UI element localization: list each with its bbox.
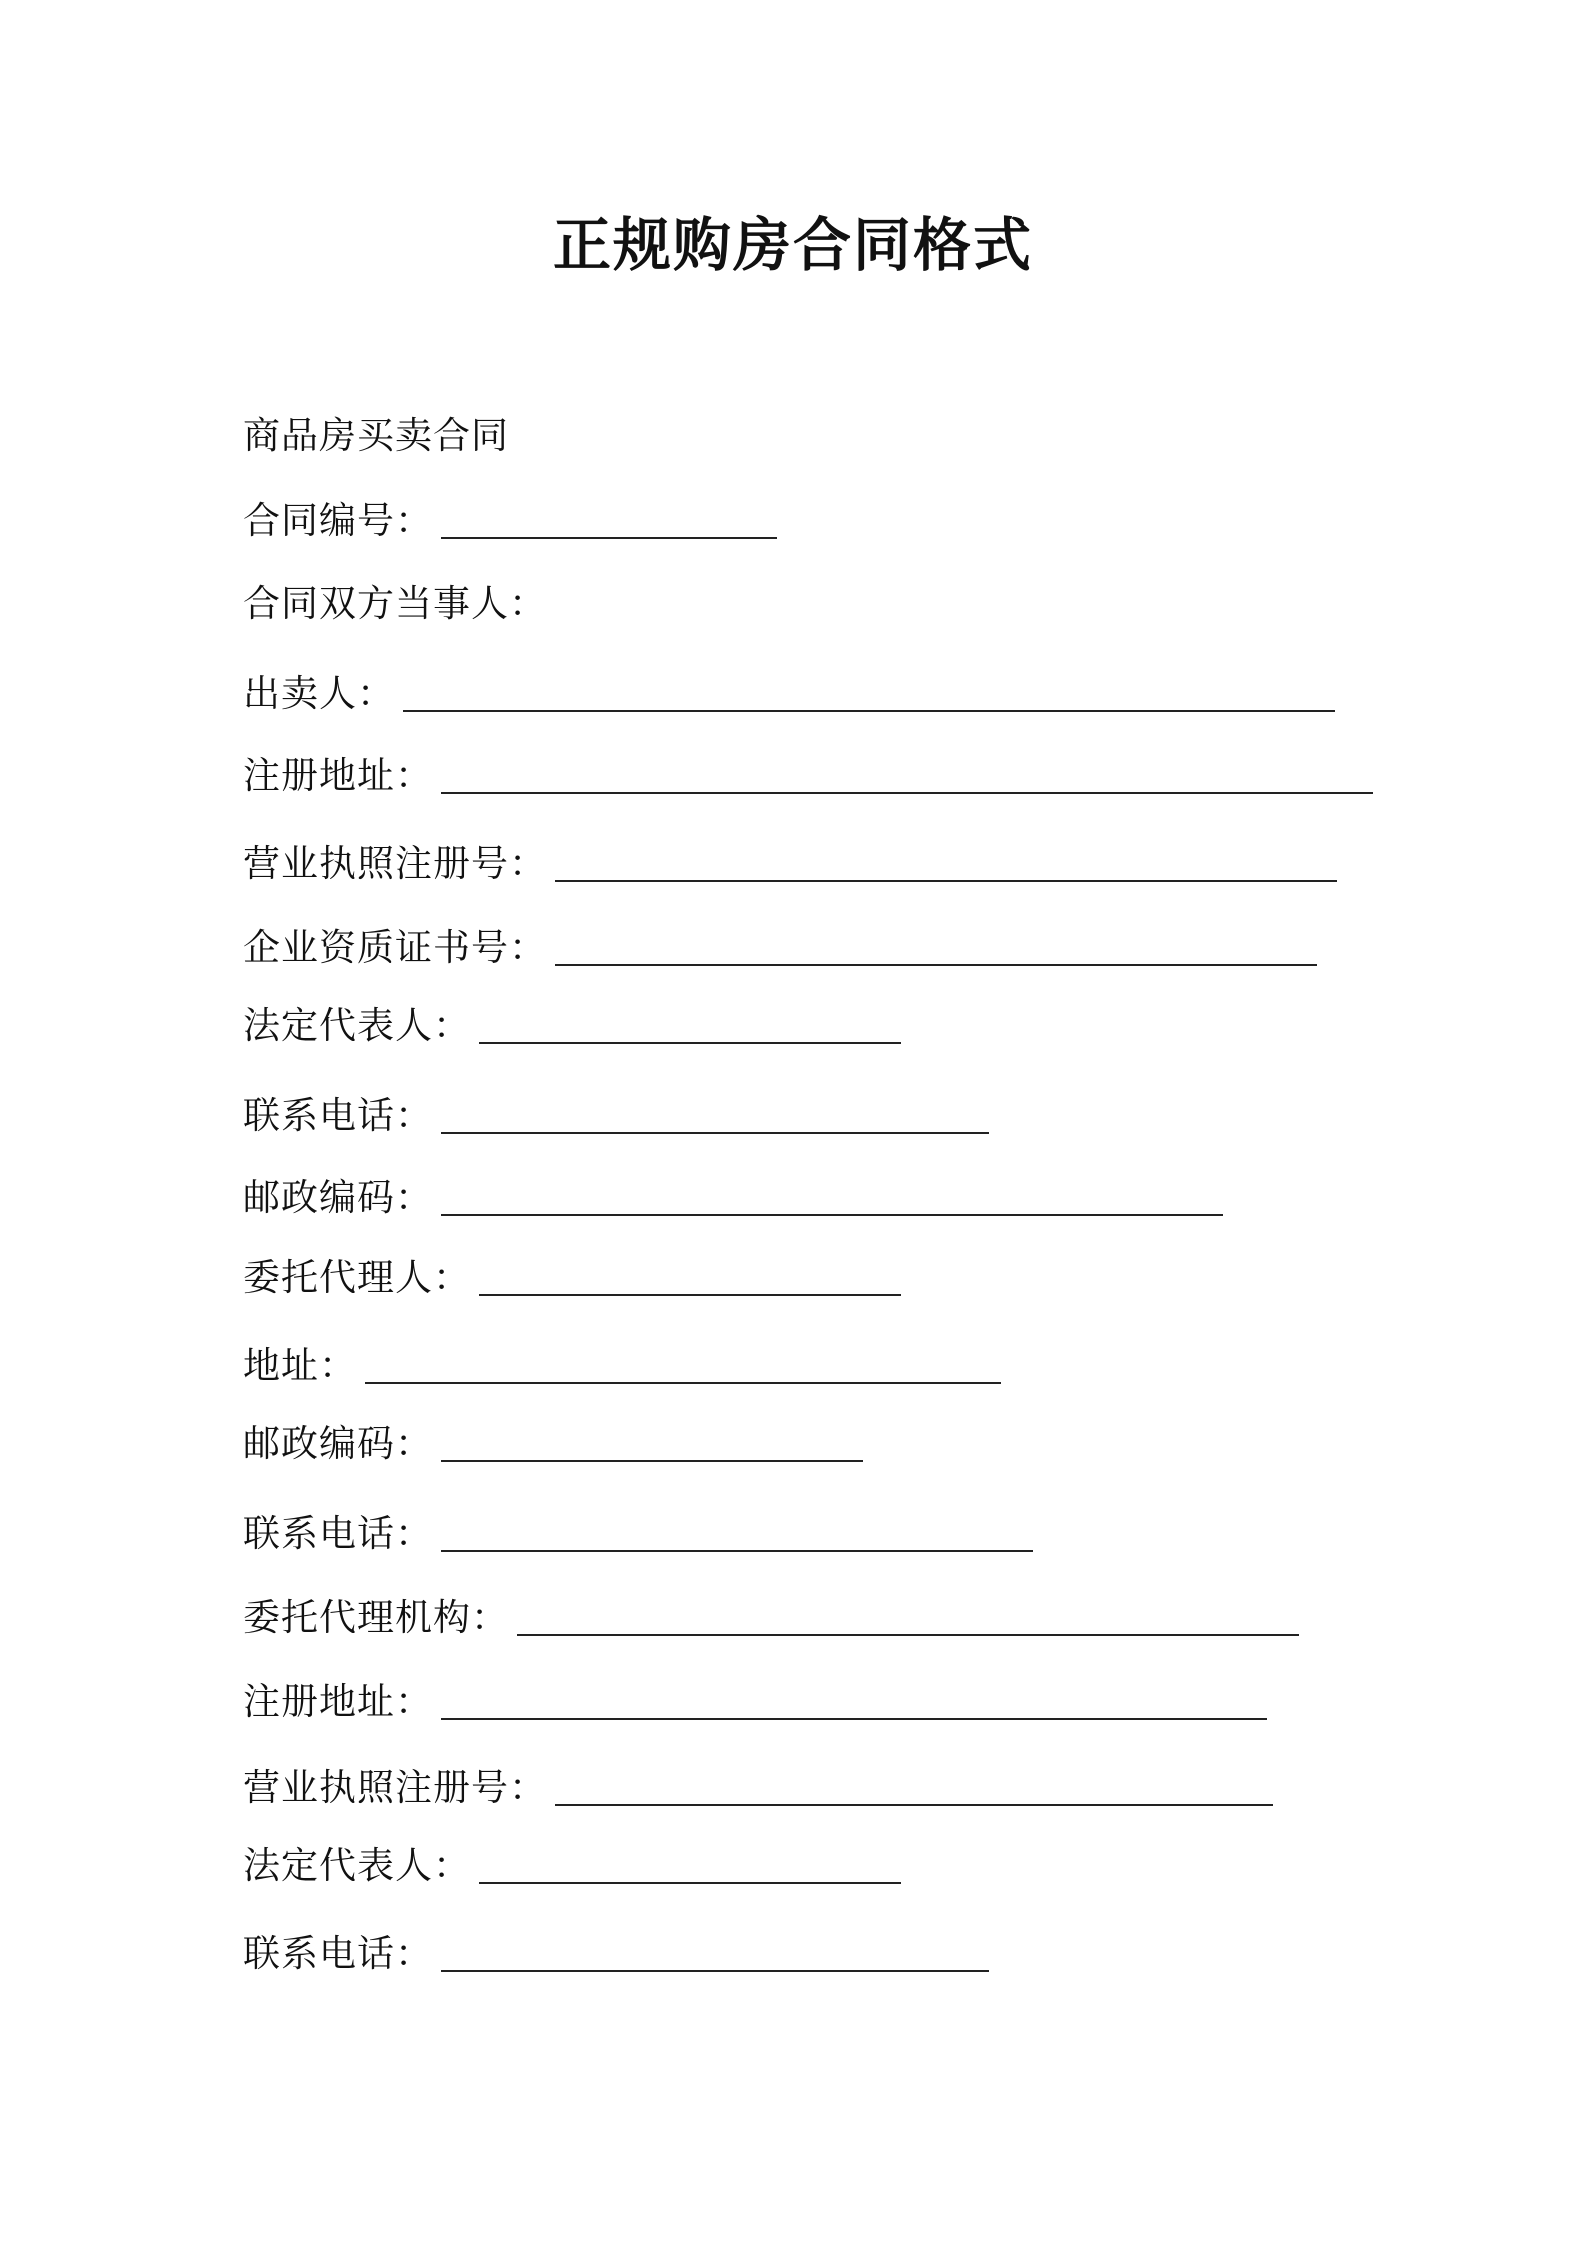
contract-name: 商品房买卖合同: [243, 414, 509, 457]
agent-blank[interactable]: [479, 1258, 901, 1296]
seller-postal-line: [243, 1172, 1223, 1224]
agent-address-blank[interactable]: [365, 1346, 1001, 1384]
agent-phone-blank[interactable]: [441, 1514, 1033, 1552]
agency-legal-rep-blank[interactable]: [479, 1846, 901, 1884]
agent-phone-label: 联系电话：: [243, 1512, 433, 1555]
agency-license-label: 营业执照注册号：: [243, 1766, 547, 1809]
agency-blank[interactable]: [517, 1598, 1299, 1636]
seller-address-blank[interactable]: [441, 756, 1373, 794]
seller-address-label: 注册地址：: [243, 754, 433, 797]
seller-postal-label: 邮政编码：: [243, 1176, 433, 1219]
seller-legal-rep-label: 法定代表人：: [243, 1004, 471, 1047]
agency-address-line: [243, 1676, 1267, 1728]
seller-line: [243, 668, 1335, 720]
seller-legal-rep-line: [243, 1000, 901, 1052]
agency-license-blank[interactable]: [555, 1768, 1273, 1806]
seller-phone-label: 联系电话：: [243, 1094, 433, 1137]
seller-label: 出卖人：: [243, 672, 395, 715]
agency-line: [243, 1592, 1299, 1644]
agency-phone-blank[interactable]: [441, 1934, 989, 1972]
seller-qualification-line: [243, 922, 1317, 974]
agent-postal-blank[interactable]: [441, 1424, 863, 1462]
agent-label: 委托代理人：: [243, 1256, 471, 1299]
agency-license-line: [243, 1762, 1273, 1814]
seller-license-line: [243, 838, 1337, 890]
agent-postal-label: 邮政编码：: [243, 1422, 433, 1465]
seller-legal-rep-blank[interactable]: [479, 1006, 901, 1044]
seller-blank[interactable]: [403, 674, 1335, 712]
agency-phone-label: 联系电话：: [243, 1932, 433, 1975]
agency-address-label: 注册地址：: [243, 1680, 433, 1723]
seller-license-label: 营业执照注册号：: [243, 842, 547, 885]
agency-phone-line: [243, 1928, 989, 1980]
agent-postal-line: [243, 1418, 863, 1470]
agency-legal-rep-line: [243, 1840, 901, 1892]
parties-label: 合同双方当事人：: [243, 582, 547, 625]
seller-license-blank[interactable]: [555, 844, 1337, 882]
document-title: 正规购房合同格式: [552, 211, 1033, 279]
seller-qualification-label: 企业资质证书号：: [243, 926, 547, 969]
agency-label: 委托代理机构：: [243, 1596, 509, 1639]
agency-legal-rep-label: 法定代表人：: [243, 1844, 471, 1887]
contract-number-blank[interactable]: [441, 501, 777, 539]
agent-address-line: [243, 1340, 1001, 1392]
seller-qualification-blank[interactable]: [555, 928, 1317, 966]
parties-line: [243, 578, 547, 630]
agent-address-label: 地址：: [243, 1344, 357, 1387]
contract-name-line: [243, 410, 509, 462]
seller-postal-blank[interactable]: [441, 1178, 1223, 1216]
seller-address-line: [243, 750, 1373, 802]
agency-address-blank[interactable]: [441, 1682, 1267, 1720]
seller-phone-line: [243, 1090, 989, 1142]
agent-phone-line: [243, 1508, 1033, 1560]
contract-number-line: [243, 495, 777, 547]
contract-number-label: 合同编号：: [243, 499, 433, 542]
seller-phone-blank[interactable]: [441, 1096, 989, 1134]
agent-line: [243, 1252, 901, 1304]
